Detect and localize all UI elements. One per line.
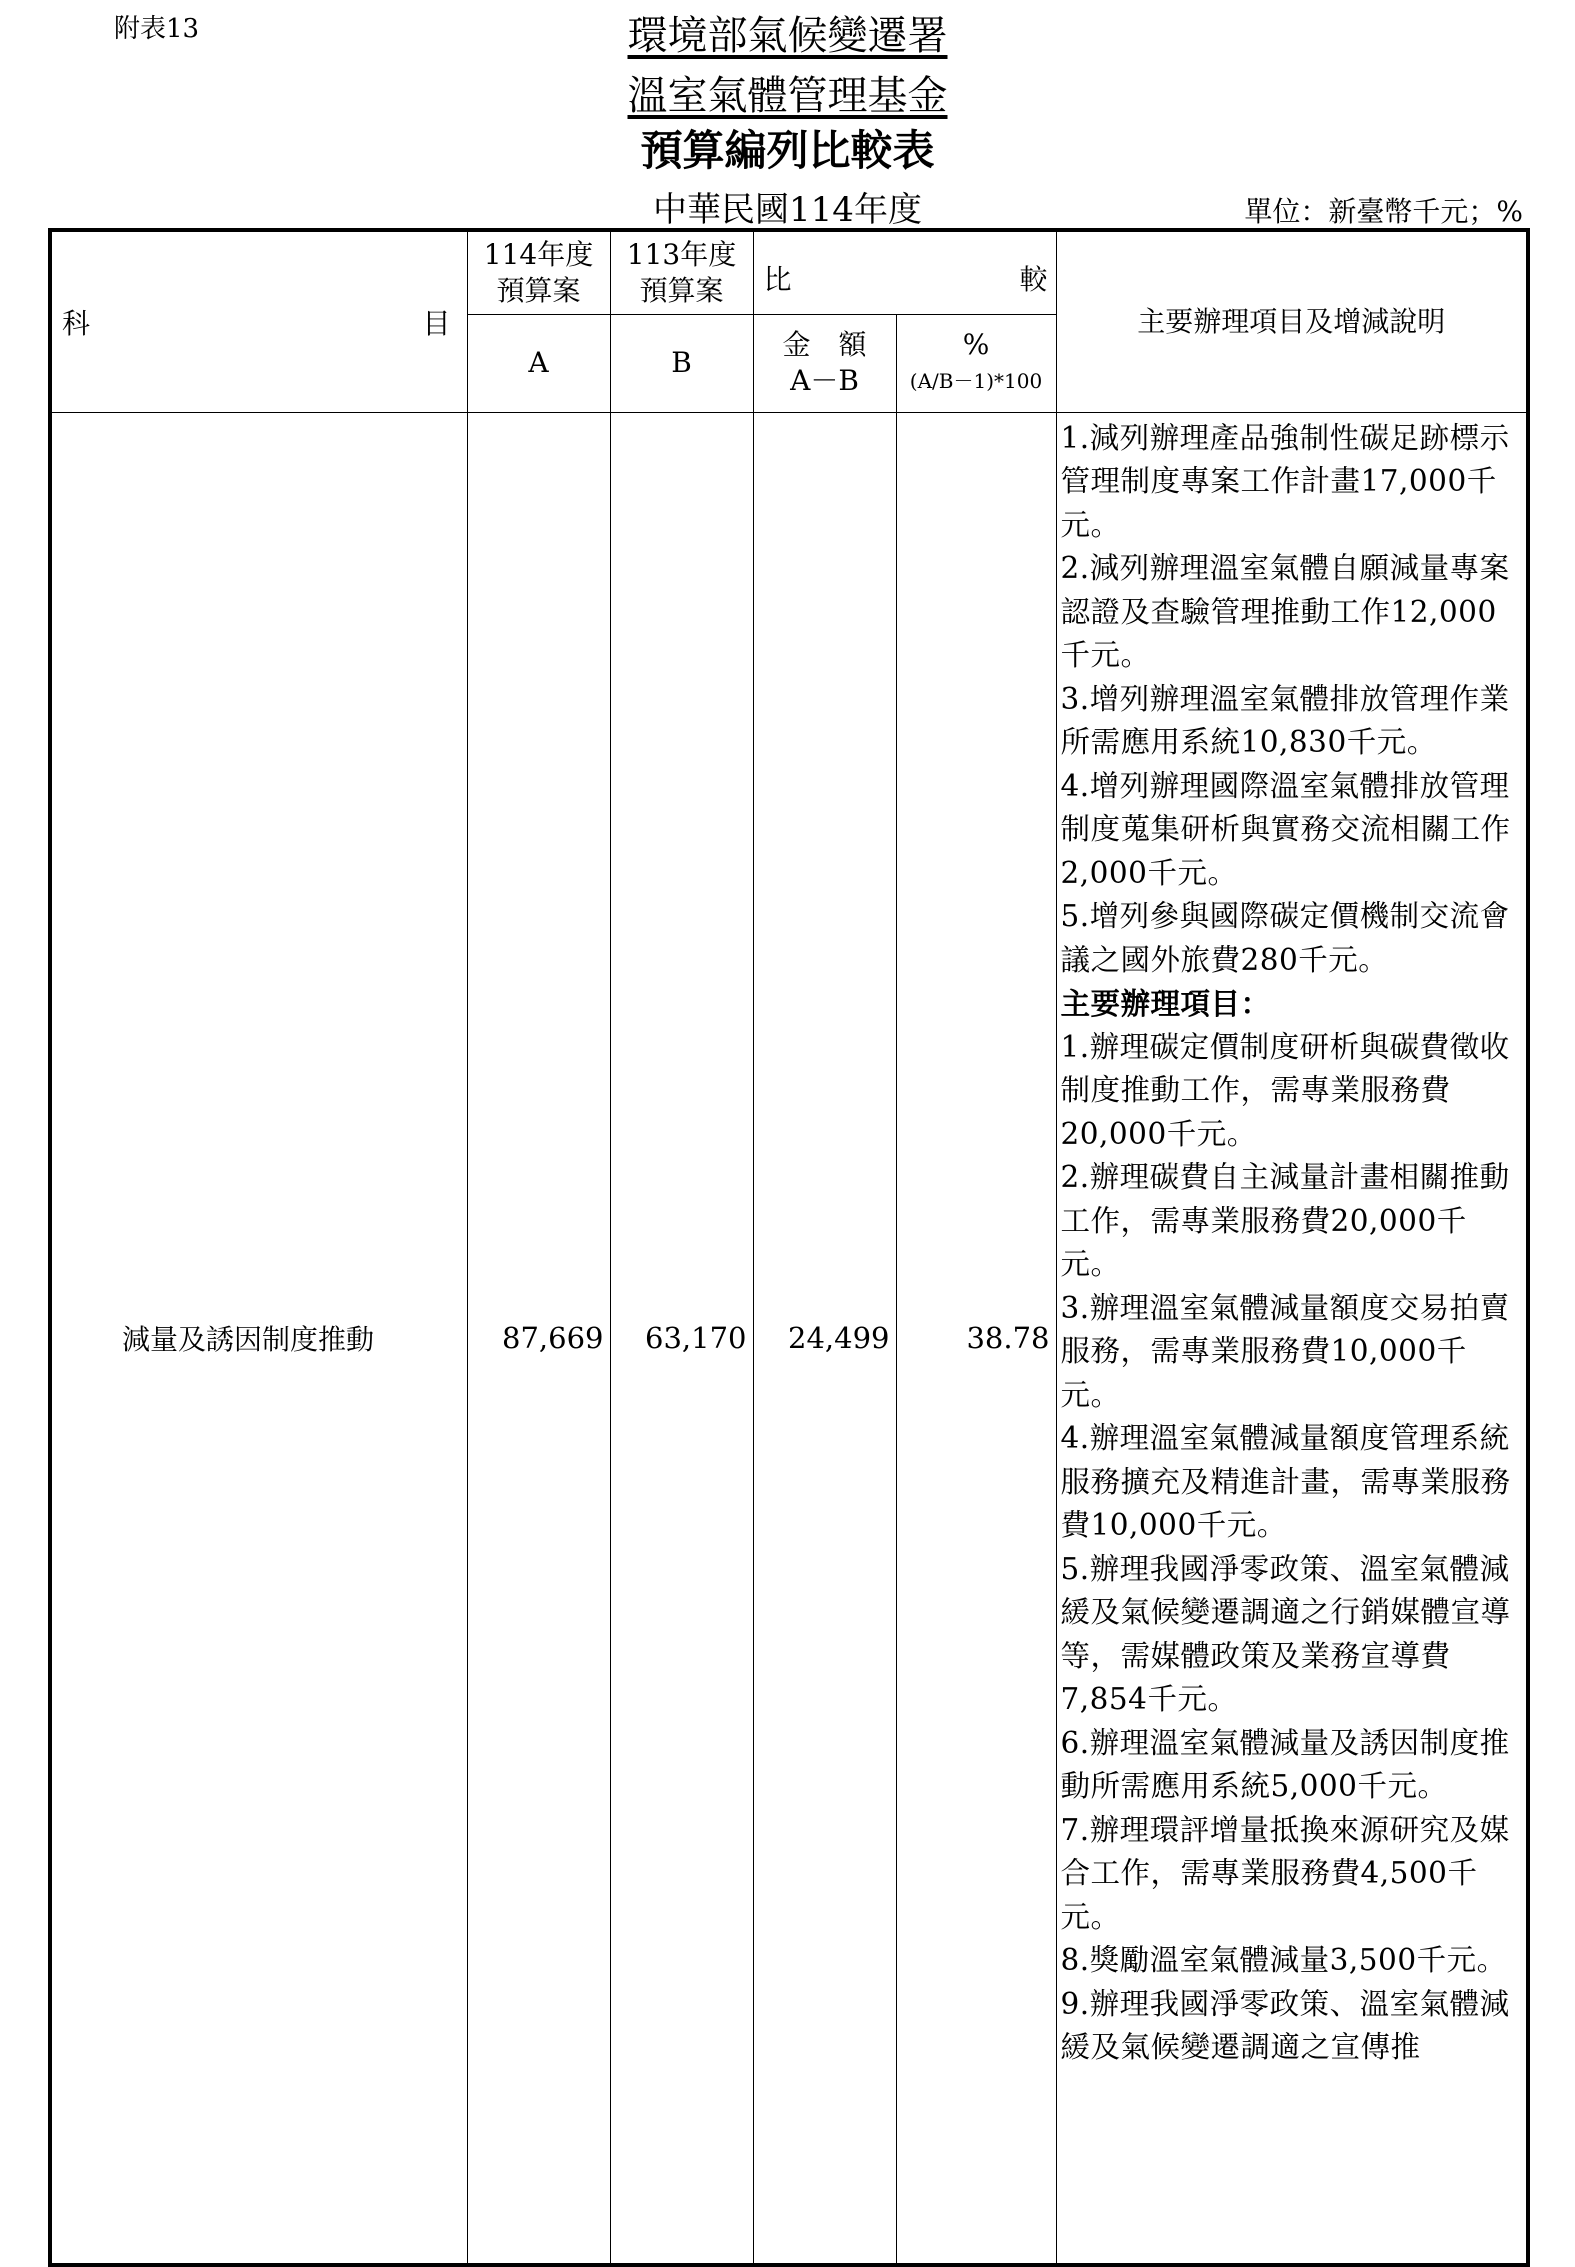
notes-list: [1061, 417, 1525, 2263]
diff-cell: 24,499: [753, 412, 896, 2265]
note-line: 5.增列參與國際碳定價機制交流會議之國外旅費280千元。: [1060, 899, 1510, 977]
note-line: 8.獎勵溫室氣體減量3,500千元。: [1060, 1943, 1507, 1977]
subject-header: [50, 230, 467, 412]
note-line: 1.辦理碳定價制度研析與碳費徵收制度推動工作，需專業服務費20,000千元。: [1060, 1029, 1510, 1151]
table-row: [50, 412, 1528, 2265]
compare-header: [753, 230, 1056, 314]
amount-header-label: 金 額: [782, 328, 867, 361]
note-line: 2.減列辦理溫室氣體自願減量專案認證及查驗管理推動工作12,000千元。: [1060, 551, 1510, 672]
note-line: 4.辦理溫室氣體減量額度管理系統服務擴充及精進計畫，需專業服務費10,000千元。: [1060, 1421, 1511, 1542]
notes-header: 主要辦理項目及增減說明: [1056, 230, 1528, 412]
subject-header-left: 科: [62, 306, 91, 340]
col-b-header: [610, 230, 753, 314]
col-a-year: 114年度: [483, 237, 594, 271]
compare-header-right: 較: [1019, 263, 1048, 296]
note-line: 3.辦理溫室氣體減量額度交易拍賣服務，需專業服務費10,000千元。: [1060, 1290, 1510, 1412]
notes-cell: [1056, 412, 1528, 2265]
pct-header-formula: (A/B－1)*100: [909, 369, 1043, 393]
unit-label: 單位：新臺幣千元；%: [1244, 195, 1523, 228]
appendix-label: 附表13: [114, 14, 200, 44]
amount-header: [753, 314, 896, 412]
note-line: 4.增列辦理國際溫室氣體排放管理制度蒐集研析與實務交流相關工作2,000千元。: [1060, 768, 1511, 890]
col-b-type: 預算案: [639, 273, 724, 307]
col-b-year: 113年度: [626, 237, 737, 271]
compare-header-left: 比: [763, 263, 792, 296]
col-a-header: [467, 230, 610, 314]
organization-title: 環境部氣候變遷署: [627, 13, 948, 59]
pct-header: [896, 314, 1056, 412]
header-row-1: [50, 230, 1528, 314]
fund-title: 溫室氣體管理基金: [627, 73, 948, 119]
subject-header-right: 目: [422, 306, 451, 340]
note-line: 2.辦理碳費自主減量計畫相關推動工作，需專業服務費20,000千元。: [1060, 1160, 1510, 1281]
fiscal-year: 中華民國114年度: [653, 190, 922, 230]
budget-comparison-table: [48, 228, 1530, 2267]
subject-cell: 減量及誘因制度推動: [50, 412, 467, 2265]
note-section-heading: 主要辦理項目：: [1060, 986, 1271, 1021]
col-b-letter: B: [610, 314, 753, 412]
note-line: 6.辦理溫室氣體減量及誘因制度推動所需應用系統5,000千元。: [1060, 1725, 1510, 1803]
value-a-cell: 87,669: [467, 412, 610, 2265]
note-line: 1.減列辦理產品強制性碳足跡標示管理制度專案工作計畫17,000千元。: [1060, 420, 1510, 542]
note-line: 9.辦理我國淨零政策、溫室氣體減緩及氣候變遷調適之宣傳推: [1060, 1986, 1510, 2064]
pct-header-label: %: [962, 328, 990, 361]
col-a-letter: A: [467, 314, 610, 412]
document-title: 預算編列比較表: [640, 126, 935, 175]
note-line: 3.增列辦理溫室氣體排放管理作業所需應用系統10,830千元。: [1060, 681, 1510, 759]
pct-cell: 38.78: [896, 412, 1056, 2265]
note-line: 7.辦理環評增量抵換來源研究及媒合工作，需專業服務費4,500千元。: [1060, 1812, 1510, 1934]
col-a-type: 預算案: [496, 273, 581, 307]
note-line: 5.辦理我國淨零政策、溫室氣體減緩及氣候變遷調適之行銷媒體宣導等，需媒體政策及業務宣導費7,854千元。: [1060, 1551, 1511, 1716]
amount-header-formula: A－B: [790, 364, 859, 397]
value-b-cell: 63,170: [610, 412, 753, 2265]
